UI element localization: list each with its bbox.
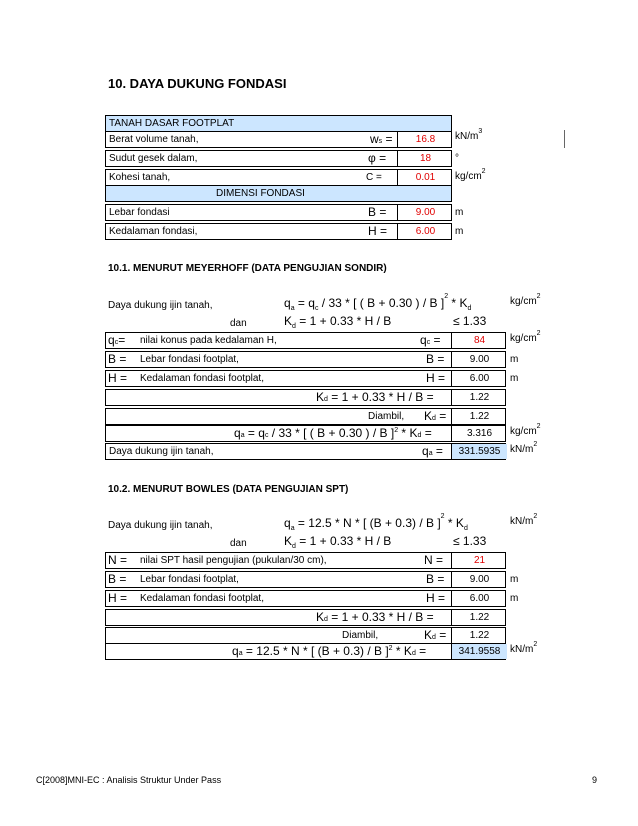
depth-value: 6.00 bbox=[397, 224, 453, 239]
page-title: 10. DAYA DUKUNG FONDASI bbox=[108, 76, 287, 91]
meyerhof-result-value: 331.5935 bbox=[451, 444, 507, 459]
bowles-result-value: 341.9558 bbox=[451, 644, 507, 659]
dim-row-width: Lebar fondasi B = 9.00 bbox=[105, 204, 452, 221]
bowles-row-kd: Kd = 1 + 0.33 * H / B = 1.22 bbox=[105, 609, 506, 626]
dim-header-row bbox=[105, 185, 452, 202]
soil-row-friction: Sudut gesek dalam, φ = 18 bbox=[105, 150, 452, 167]
width-value: 9.00 bbox=[397, 205, 453, 220]
bowles-row-n: N = nilai SPT hasil pengujian (pukulan/30 cm), N = 21 bbox=[105, 552, 506, 569]
text-cursor bbox=[564, 130, 565, 148]
meyerhof-row-kd: Kd = 1 + 0.33 * H / B = 1.22 bbox=[105, 389, 506, 406]
soil-header: TANAH DASAR FOOTPLAT bbox=[109, 118, 235, 129]
weight-value: 16.8 bbox=[397, 132, 453, 147]
meyerhof-row-b: B = Lebar fondasi footplat, B = 9.00 bbox=[105, 351, 506, 368]
dim-row-depth: Kedalaman fondasi, H = 6.00 bbox=[105, 223, 452, 240]
bowles-heading: 10.2. MENURUT BOWLES (DATA PENGUJIAN SPT) bbox=[108, 484, 349, 495]
meyerhof-heading: 10.1. MENURUT MEYERHOFF (DATA PENGUJIAN SONDIR) bbox=[108, 263, 387, 274]
footer-left: C[2008]MNI-EC : Analisis Struktur Under Pass bbox=[36, 775, 222, 785]
meyerhof-row-result: Daya dukung ijin tanah, qa = 331.5935 bbox=[105, 443, 506, 460]
bowles-row-h: H = Kedalaman fondasi footplat, H = 6.00 bbox=[105, 590, 506, 607]
friction-value: 18 bbox=[397, 151, 453, 166]
meyerhof-row-diambil: Diambil, Kd = 1.22 bbox=[105, 408, 506, 425]
page-number: 9 bbox=[592, 775, 598, 785]
meyerhof-row-qa-formula: qa = qc / 33 * [ ( B + 0.30 ) / B ]$^2$ * Kd = 3.316 bbox=[105, 425, 506, 442]
meyerhof-row-qc: qc= nilai konus pada kedalaman H, qc = 84 bbox=[105, 332, 506, 349]
meyerhof-formula: qa = qc / 33 * [ ( B + 0.30 ) / B ]$^2$ * Kd bbox=[284, 293, 472, 312]
soil-header-row bbox=[105, 115, 452, 132]
meyerhof-row-h: H = Kedalaman fondasi footplat, H = 6.00 bbox=[105, 370, 506, 387]
dim-header: DIMENSI FONDASI bbox=[216, 188, 305, 199]
bowles-row-diambil: Diambil, Kd = 1.22 bbox=[105, 627, 506, 644]
soil-row-weight: Berat volume tanah, ws = 16.8 bbox=[105, 131, 452, 148]
cohesion-value: 0.01 bbox=[397, 170, 453, 185]
bowles-formula: qa = 12.5 * N * [ (B + 0.3) / B ]$^2$ * Kd bbox=[284, 513, 468, 532]
bowles-row-b: B = Lebar fondasi footplat, B = 9.00 bbox=[105, 571, 506, 588]
bowles-row-qa: qa = 12.5 * N * [ (B + 0.3) / B ]$^2$ * Kd = 341.9558 bbox=[105, 643, 506, 660]
soil-row-cohesion: Kohesi tanah, C = 0.01 bbox=[105, 169, 452, 186]
